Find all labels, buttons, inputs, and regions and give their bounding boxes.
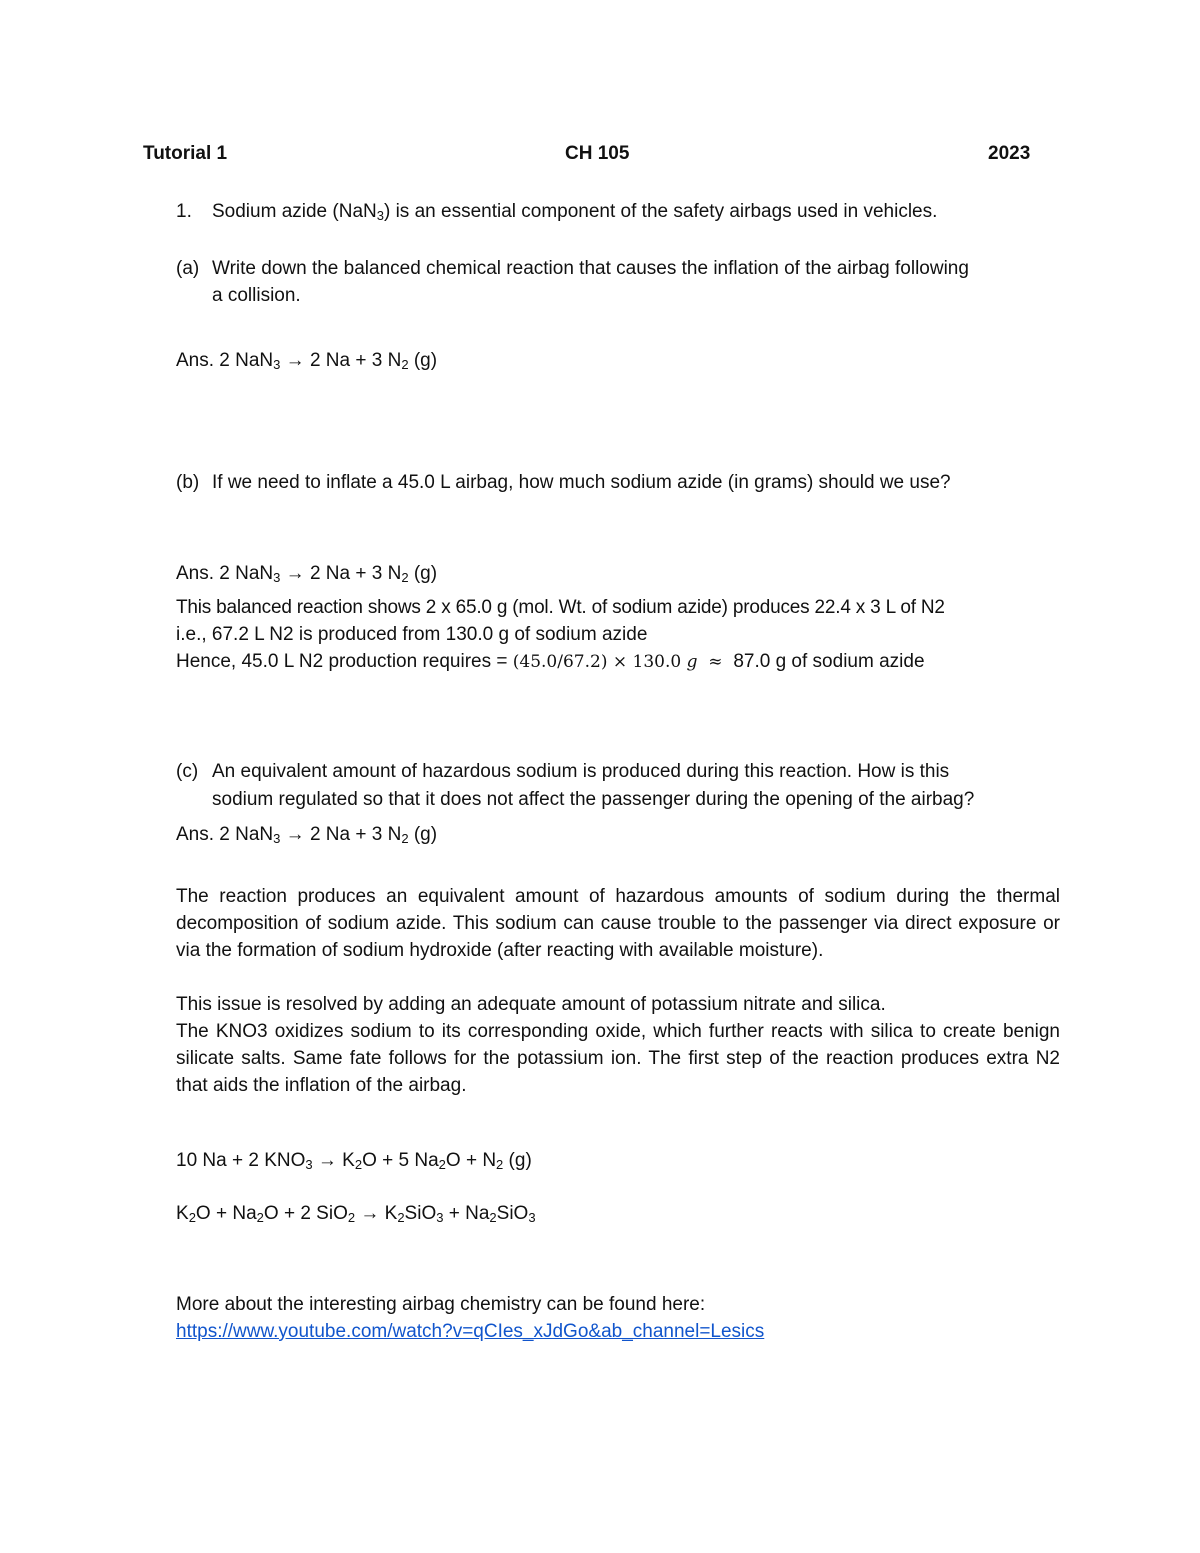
header-title: Tutorial 1	[143, 143, 228, 164]
answer-b-equation	[176, 560, 437, 588]
youtube-link[interactable]: https://www.youtube.com/watch?v=qCIes_xJdGo&ab_channel=Lesics	[176, 1321, 765, 1342]
eq-sub: 3	[305, 1157, 313, 1172]
equation-silicate	[176, 1200, 536, 1228]
part-b-text: If we need to inflate a 45.0 L airbag, how much sodium azide (in grams) should we use?	[212, 472, 951, 493]
eq-part: + Na	[443, 1203, 490, 1224]
answer-b-line1: This balanced reaction shows 2 x 65.0 g (mol. Wt. of sodium azide) produces 22.4 x 3 L of N2	[176, 597, 945, 618]
header-year: 2023	[988, 143, 1031, 164]
eq-part: (g)	[408, 563, 438, 584]
eq-sub: 2	[188, 1210, 196, 1225]
part-b-label: (b)	[176, 472, 200, 493]
eq-sub: 3	[273, 831, 281, 846]
eq-part: Ans. 2 NaN	[176, 350, 274, 371]
part-a-line1: Write down the balanced chemical reaction that causes the inflation of the airbag following	[212, 258, 969, 279]
header-course: CH 105	[565, 143, 630, 164]
answer-c-equation	[176, 821, 437, 849]
eq-part: K	[176, 1203, 189, 1224]
eq-part: Ans. 2 NaN	[176, 824, 274, 845]
answer-b-line3-pre: Hence, 45.0 L N2 production requires =	[176, 651, 513, 672]
eq-sub: 2	[489, 1210, 497, 1225]
eq-sub: 2	[496, 1157, 504, 1172]
eq-part: → K	[312, 1150, 355, 1171]
part-c-label: (c)	[176, 761, 199, 782]
eq-sub: 2	[401, 357, 409, 372]
part-a-label: (a)	[176, 258, 200, 279]
formula: (45.0/67.2) × 130.0	[512, 652, 687, 672]
answer-b-line3	[176, 648, 925, 676]
answer-a-equation	[176, 347, 437, 375]
eq-part: (g)	[408, 350, 438, 371]
question-1-text	[212, 198, 937, 226]
formula-unit: g	[686, 652, 698, 672]
answer-b-line2: i.e., 67.2 L N2 is produced from 130.0 g of sodium azide	[176, 624, 648, 645]
eq-sub: 2	[256, 1210, 264, 1225]
eq-sub: 3	[436, 1210, 444, 1225]
eq-sub: 2	[397, 1210, 405, 1225]
eq-part: O + 2 SiO	[263, 1203, 348, 1224]
eq-part: → K	[355, 1203, 398, 1224]
eq-part: O + N	[445, 1150, 497, 1171]
part-c-line1: An equivalent amount of hazardous sodium is produced during this reaction. How is this	[212, 761, 950, 782]
eq-part: → 2 Na + 3 N	[280, 824, 402, 845]
eq-sub: 2	[438, 1157, 446, 1172]
eq-sub: 3	[528, 1210, 536, 1225]
approx-sign: ≈	[697, 652, 734, 672]
paragraph-resolution: This issue is resolved by adding an adequate amount of potassium nitrate and silica.	[176, 994, 886, 1015]
question-1-text-b: ) is an essential component of the safety airbags used in vehicles.	[383, 201, 938, 222]
eq-sub: 3	[273, 570, 281, 585]
question-1-number: 1.	[176, 201, 192, 222]
eq-part: SiO	[404, 1203, 437, 1224]
eq-sub: 2	[347, 1210, 356, 1225]
eq-part: SiO	[496, 1203, 529, 1224]
eq-part: (g)	[503, 1150, 532, 1171]
answer-b-line3-post: 87.0 g of sodium azide	[733, 651, 925, 672]
eq-sub: 2	[401, 831, 409, 846]
part-a-line2: a collision.	[212, 285, 301, 306]
paragraph-hazard: The reaction produces an equivalent amount of hazardous amounts of sodium during the thermal decomposition of sodium azide. This sodium can cause trouble to the passenger via direct exposure or via the formation of sodium hydroxide (after reacting with available moisture).	[176, 886, 1060, 961]
eq-part: O + Na	[195, 1203, 257, 1224]
eq-part: Ans. 2 NaN	[176, 563, 274, 584]
eq-sub: 2	[354, 1157, 363, 1172]
eq-part: 10 Na + 2 KNO	[176, 1150, 306, 1171]
more-info-text: More about the interesting airbag chemistry can be found here:	[176, 1294, 706, 1315]
eq-part: → 2 Na + 3 N	[280, 350, 402, 371]
equation-kno3	[176, 1147, 532, 1175]
paragraph-oxidation: The KNO3 oxidizes sodium to its corresponding oxide, which further reacts with silica to create benign silicate salts. Same fate follows for the potassium ion. The first step of the reaction produces extra N2 that aids the inflation of the airbag.	[176, 1021, 1060, 1096]
eq-part: (g)	[408, 824, 438, 845]
eq-part: O + 5 Na	[362, 1150, 439, 1171]
eq-part: → 2 Na + 3 N	[280, 563, 402, 584]
eq-sub: 2	[401, 570, 409, 585]
question-1-text-a: Sodium azide (NaN	[212, 201, 377, 222]
eq-sub: 3	[273, 357, 281, 372]
question-1-sub: 3	[376, 208, 384, 223]
part-c-line2: sodium regulated so that it does not affect the passenger during the opening of the airbag?	[212, 789, 975, 810]
